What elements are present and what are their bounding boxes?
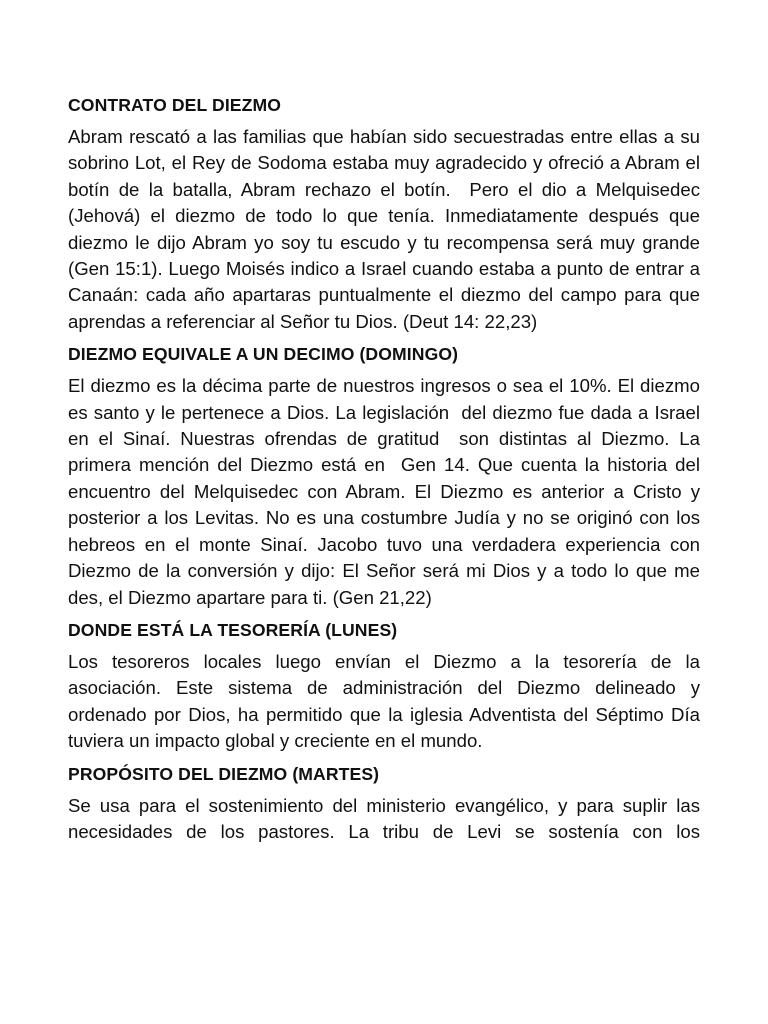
document-page (68, 92, 706, 851)
section-heading-martes: PROPÓSITO DEL DIEZMO (MARTES) (68, 763, 380, 784)
section-body-martes: Se usa para el sostenimiento del ministerio evangélico, y para suplir las necesidades de los pastores. La tribu de Levi se sostenía con los (68, 794, 706, 842)
section-body-domingo: El diezmo es la décima parte de nuestros ingresos o sea el 10%. El diezmo es santo y le pertenece a Dios. La legislación del diezmo fue dada a Israel en el Sinaí. Nuestras ofrendas de gratitud son distintas al Diezmo. La primera mención del Diezmo está en Gen 14. Que cuenta la historia del encuentro del Melquisedec con Abram. El Diezmo es anterior a Cristo y posterior a los Levitas. No es una costumbre Judía y no se originó con los hebreos en el monte Sinaí. Jacobo tuvo una verdadera experiencia con Diezmo de la conversión y dijo: El Señor será mi Dios y a todo lo que me des, el Diezmo apartare para ti. (Gen 21,22) (68, 375, 706, 608)
section-heading-domingo: DIEZMO EQUIVALE A UN DECIMO (DOMINGO) (68, 344, 459, 365)
section-body-lunes: Los tesoreros locales luego envían el Diezmo a la tesorería de la asociación. Este sistema de administración del Diezmo delineado y ordenado por Dios, ha permitido que la iglesia Adventista del Séptimo Día tuviera un impacto global y creciente en el mundo. (68, 650, 706, 752)
section-heading-lunes: DONDE ESTÁ LA TESORERÍA (LUNES) (68, 619, 398, 640)
section-heading-contrato: CONTRATO DEL DIEZMO (68, 95, 282, 115)
section-body-contrato: Abram rescató a las familias que habían sido secuestradas entre ellas a su sobrino Lot, el Rey de Sodoma estaba muy agradecido y ofreció a Abram el botín de la batalla, Abram rechazo el botín. Pero el dio a Melquisedec (Jehová) el diezmo de todo lo que tenía. Inmediatamente después que diezmo le dijo Abram yo soy tu escudo y tu recompensa será muy grande (Gen 15:1). Luego Moisés indico a Israel cuando estaba a punto de entrar a Canaán: cada año apartaras puntualmente el diezmo del campo para que aprendas a referenciar al Señor tu Dios. (Deut 14: 22,23) (68, 126, 706, 332)
